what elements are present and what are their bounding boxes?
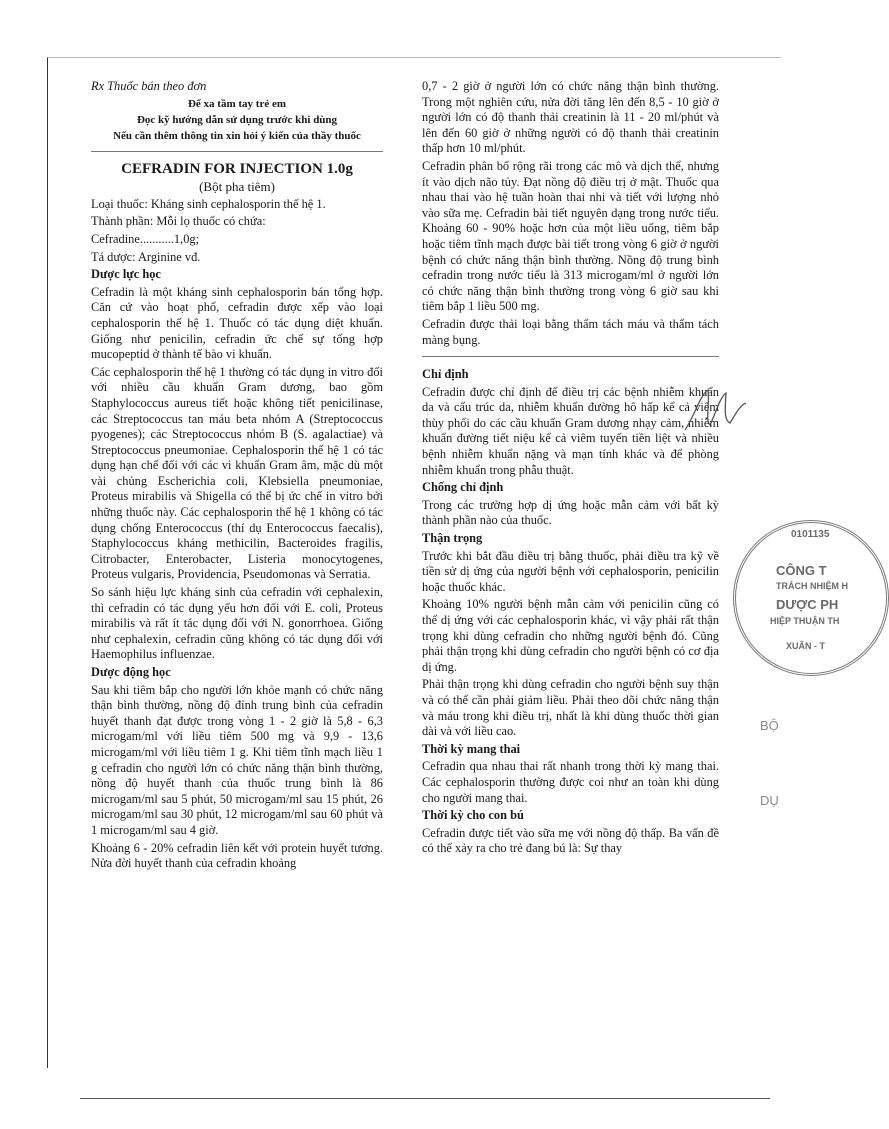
signature-mark	[680, 385, 750, 435]
paragraph: Phải thận trọng khi dùng cefradin cho người bệnh suy thận và có thể cần phải giảm liều. Phải theo dõi chức năng thận và máu trong khi điều trị, nhất là khi dùng thuốc thời gian dài và với liều cao.	[422, 677, 719, 739]
stamp-code: 0101135	[791, 529, 830, 540]
heading-pharmacodynamics: Dược lực học	[91, 267, 161, 282]
heading-precautions: Thận trọng	[422, 531, 483, 546]
stamp-line: CÔNG T	[776, 563, 827, 578]
stamp-line: HIỆP THUẬN TH	[770, 616, 840, 626]
bottom-rule	[80, 1098, 770, 1099]
left-column	[91, 79, 383, 874]
paragraph: Khoảng 6 - 20% cefradin liên kết với protein huyết tương. Nửa đời huyết thanh của cefradin khoảng	[91, 840, 383, 871]
drug-class: Loại thuốc: Kháng sinh cephalosporin thế hệ 1.	[91, 196, 326, 211]
right-column	[422, 79, 719, 859]
excipient: Tá dược: Arginine vđ.	[91, 249, 201, 264]
paragraph: So sánh hiệu lực kháng sinh của cefradin với cephalexin, thì cefradin có tác dụng yếu hơn đối với E. coli, Proteus mirabilis và rất ít tác dụng đối với N. gonorrhoea. Giống như cephalexin, cefradin cũng không có tác dụng đối với Haemophilus influenzae.	[91, 585, 383, 662]
paragraph: Các cephalosporin thế hệ 1 thường có tác dụng in vitro đối với nhiều cầu khuẩn Gram dương, bao gồm Staphylococcus aureus tiết hoặc không tiết penicilinase, các Streptococcus tan máu beta nhóm A (Streptococcus pyogenes); các Streptococcus nhóm B (S. agalactiae) và Streptococcus pneumoniae. Cephalosporin thế hệ 1 có tác dụng hạn chế đối với các vi khuẩn Gram âm, mặc dù một vài chủng Escherichia coli, Klebsiella pneumoniae, Proteus mirabilis và Shigella có thể bị ức chế in vitro bởi những thuốc này. Các cephalosporin thế hệ 1 không có tác dụng chống Enterococcus (thí dụ Enterococcus faecalis), Staphylococcus kháng methicilin, Bacteroides fragilis, Citrobacter, Enterobacter, Listeria monocytogenes, Proteus vulgaris, Providencia, Pseudomonas và Serratia.	[91, 364, 383, 582]
stamp-line: DƯỢC PH	[776, 597, 839, 612]
paragraph: Sau khi tiêm bắp cho người lớn khỏe mạnh có chức năng thận bình thường, nồng độ đỉnh trung bình của cefradin huyết thanh đạt được trong vòng 1 - 2 giờ là 5,8 - 6,3 microgam/ml với liều tiêm 500 mg và 9,9 - 13,6 microgam/ml với liều tiêm 1 g. Khi tiêm tĩnh mạch liều 1 g cefradin cho người lớn có chức năng thận bình thường, nồng độ huyết thanh của thuốc trung bình là 86 microgam/ml sau 5 phút, 50 microgam/ml sau 15 phút, 26 microgam/ml sau 30 phút, 12 microgam/ml sau 60 phút và 1 microgam/ml sau 4 giờ.	[91, 682, 383, 837]
heading-pharmacokinetics: Dược động học	[91, 665, 171, 679]
paragraph: Cefradin được chỉ định để điều trị các bệnh nhiễm khuẩn da và cấu trúc da, nhiễm khuẩn đường hô hấp kể cả viêm thùy phổi do các cầu khuẩn Gram dương nhạy cảm, nhiễm khuẩn đường tiết niệu kể cả viêm tuyến tiền liệt và nhiều bệnh nhiễm khuẩn nặng và mạn tính khác và để phòng nhiễm khuẩn trong phẫu thuật.	[422, 384, 719, 477]
warning-read: Đọc kỹ hướng dẫn sử dụng trước khi dùng	[136, 113, 338, 126]
stamp-line: TRÁCH NHIỆM H	[776, 581, 848, 591]
heading-indications: Chỉ định	[422, 367, 469, 382]
composition: Thành phần: Mỗi lọ thuốc có chứa:	[91, 214, 266, 229]
stamp-side-text: DỤ	[760, 793, 779, 808]
heading-contraindications: Chống chỉ định	[422, 480, 504, 495]
paragraph: Trước khi bắt đầu điều trị bằng thuốc, phải điều tra kỹ về tiền sử dị ứng của người bệnh với cephalosporin, penicilin hoặc thuốc khác.	[422, 548, 719, 594]
product-subtitle: (Bột pha tiêm)	[199, 179, 275, 195]
secondary-stamp	[760, 680, 820, 820]
active-ingredient: Cefradine...........1,0g;	[91, 231, 200, 246]
header-rule	[91, 151, 383, 152]
product-title: CEFRADIN FOR INJECTION 1.0g	[121, 160, 353, 177]
paragraph: 0,7 - 2 giờ ở người lớn có chức năng thận bình thường. Trong một nghiên cứu, nửa đời tăng lên đến 8,5 - 10 giờ ở người lớn có độ thanh thải creatinin là 11 - 20 ml/phút và lên đến 60 giờ ở những người có độ thanh thải creatinin thấp hơn 10 ml/phút.	[422, 79, 719, 156]
heading-pregnancy: Thời kỳ mang thai	[422, 741, 521, 756]
company-stamp	[733, 520, 889, 676]
paragraph: Cefradin phân bố rộng rãi trong các mô và dịch thể, nhưng ít vào dịch não tủy. Đạt nồng độ điều trị ở mật. Thuốc qua nhau thai vào hệ tuần hoàn thai nhi và tiết với lượng nhỏ vào sữa mẹ. Cefradin bài tiết nguyên dạng trong nước tiểu. Khoảng 60 - 90% hoặc hơn của một liều uống, tiêm bắp hoặc tiêm tĩnh mạch được bài tiết trong vòng 6 giờ ở người bệnh có chức năng thận bình thường. Nồng độ trung bình cefradin trong nước tiểu là 313 microgam/ml ở người lớn có chức năng thận bình thường trong vòng 6 giờ sau khi tiêm bắp 1 liều 500 mg.	[422, 158, 719, 314]
paragraph: Cefradin qua nhau thai rất nhanh trong thời kỳ mang thai. Các cephalosporin thường được coi như an toàn khi dùng cho người mang thai.	[422, 759, 719, 805]
stamp-line: XUÂN - T	[786, 641, 825, 651]
warning-consult: Nếu cần thêm thông tin xin hỏi ý kiến của thầy thuốc	[113, 129, 361, 142]
paragraph: Cefradin là một kháng sinh cephalosporin bán tổng hợp. Căn cứ vào hoạt phổ, cefradin được xếp vào loại cephalosporin thế hệ 1. Thuốc có tác dụng diệt khuẩn. Giống như penicilin, cefradin ức chế sự tổng hợp mucopeptid ở thành tế bào vi khuẩn.	[91, 284, 383, 362]
stamp-side-text: BỘ	[760, 718, 779, 733]
heading-breastfeeding: Thời kỳ cho con bú	[422, 808, 524, 823]
paragraph: Trong các trường hợp dị ứng hoặc mẫn cảm với bất kỳ thành phần nào của thuốc.	[422, 497, 719, 528]
paragraph: Cefradin được thải loại bằng thẩm tách máu và thẩm tách màng bụng.	[422, 316, 719, 347]
rx-label: Rx Thuốc bán theo đơn	[91, 79, 207, 93]
warning-children: Để xa tầm tay trẻ em	[187, 97, 287, 110]
paragraph: Cefradin được tiết vào sữa mẹ với nồng độ thấp. Ba vấn đề có thể xảy ra cho trẻ đang bú là: Sự thay	[422, 825, 719, 856]
section-rule	[422, 356, 719, 357]
paragraph: Khoảng 10% người bệnh mẫn cảm với penicilin cũng có thể dị ứng với các cephalosporin khác, vì vậy phải rất thận trọng khi dùng cefradin cho những người bệnh đó. Cũng phải thận trọng khi dùng cefradin cho người bệnh có cơ địa dị ứng.	[422, 597, 719, 674]
